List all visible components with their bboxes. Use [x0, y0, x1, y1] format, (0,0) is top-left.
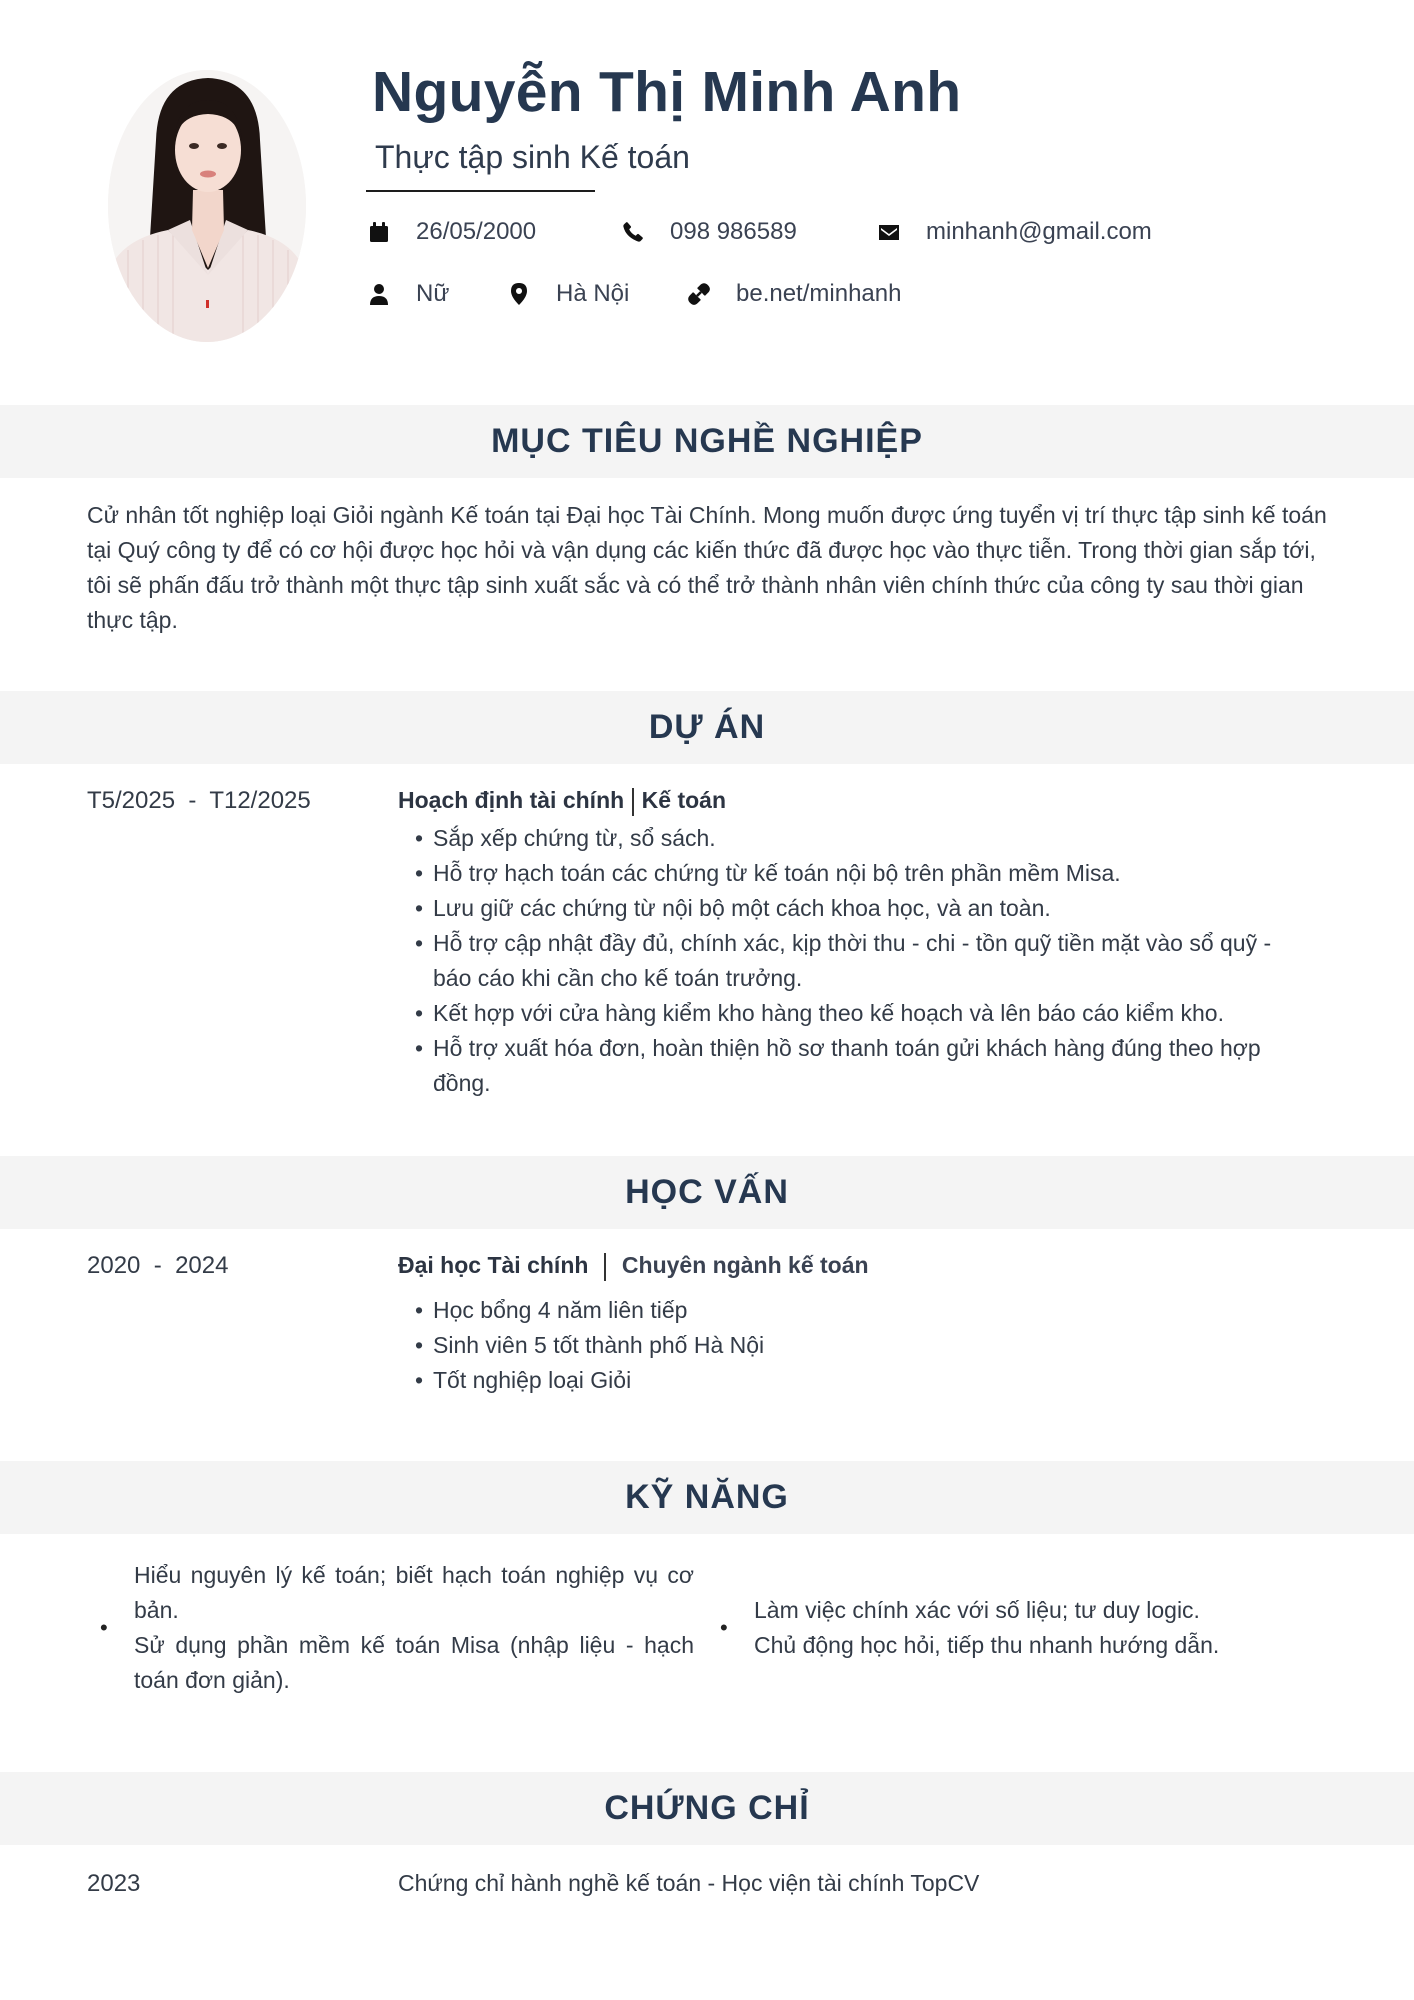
contact-birthday [366, 218, 536, 246]
contact-location [506, 280, 629, 308]
title-underline [366, 190, 595, 192]
calendar-icon [366, 219, 392, 245]
link-icon [686, 281, 712, 307]
contact-phone [620, 218, 797, 246]
location-value: Hà Nội [556, 280, 630, 307]
candidate-name: Nguyễn Thị Minh Anh [372, 60, 962, 124]
project-heading [398, 787, 726, 816]
section-header-skills [0, 1461, 1414, 1534]
website-value[interactable]: be.net/minhanh [736, 280, 902, 307]
list-item: • Hỗ trợ hạch toán các chứng từ kế toán nội bộ trên phần mềm Misa. [413, 856, 1313, 891]
section-title: MỤC TIÊU NGHỀ NGHIỆP [491, 422, 923, 460]
skill-item: Chủ động học hỏi, tiếp thu nhanh hướng dẫn. [754, 1632, 1220, 1658]
section-header-projects [0, 691, 1414, 764]
skills-column-2 [720, 1558, 1340, 1698]
section-title: CHỨNG CHỈ [604, 1789, 810, 1827]
list-item: • Tốt nghiệp loại Giỏi [413, 1363, 1313, 1398]
objective-text: Cử nhân tốt nghiệp loại Giỏi ngành Kế toán tại Đại học Tài Chính. Mong muốn được ứng tuyển vị trí thực tập sinh kế toán tại Quý công ty để có cơ hội được học hỏi và vận dụng các kiến thức đã được học vào thực tiễn. Trong thời gian sắp tới, tôi sẽ phấn đấu trở thành một thực tập sinh xuất sắc và có thể trở thành nhân viên chính thức của công ty sau thời gian thực tập. [87, 502, 1327, 633]
project-name: Hoạch định tài chính [398, 787, 625, 813]
list-item: • Sắp xếp chứng từ, sổ sách. [413, 821, 1313, 856]
list-item: • Hỗ trợ cập nhật đầy đủ, chính xác, kịp thời thu - chi - tồn quỹ tiền mặt vào sổ quỹ - báo cáo khi cần cho kế toán trưởng. [413, 926, 1313, 996]
profile-photo [108, 70, 306, 342]
date-separator: - [153, 1252, 162, 1279]
section-header-education [0, 1156, 1414, 1229]
divider [632, 788, 634, 816]
section-header-objective [0, 405, 1414, 478]
certificate-name: Chứng chỉ hành nghề kế toán - Học viện tài chính TopCV [398, 1870, 980, 1896]
skills-column-1 [100, 1558, 700, 1698]
section-title: HỌC VẤN [625, 1173, 789, 1211]
education-start: 2020 [87, 1252, 141, 1279]
section-title: DỰ ÁN [648, 708, 766, 746]
project-date [87, 787, 311, 815]
project-role: Kế toán [641, 787, 727, 813]
list-item: • Lưu giữ các chứng từ nội bộ một cách khoa học, và an toàn. [413, 891, 1313, 926]
skill-item: Hiểu nguyên lý kế toán; biết hạch toán nghiệp vụ cơ bản. [134, 1562, 694, 1623]
project-end: T12/2025 [209, 787, 311, 814]
gender-value: Nữ [416, 280, 450, 307]
list-item: • Hỗ trợ xuất hóa đơn, hoàn thiện hồ sơ thanh toán gửi khách hàng đúng theo hợp đồng. [413, 1031, 1313, 1101]
contact-gender [366, 280, 449, 308]
divider [604, 1253, 606, 1281]
list-item: • Sinh viên 5 tốt thành phố Hà Nội [413, 1328, 1313, 1363]
section-header-certificates [0, 1772, 1414, 1845]
education-bullets [413, 1293, 1313, 1398]
email-value[interactable]: minhanh@gmail.com [926, 218, 1152, 245]
skill-item: Sử dụng phần mềm kế toán Misa (nhập liệu - hạch toán đơn giản). [134, 1632, 694, 1693]
list-item: • Học bổng 4 năm liên tiếp [413, 1293, 1313, 1328]
project-bullets [413, 821, 1313, 1101]
date-separator: - [188, 787, 197, 814]
project-start: T5/2025 [87, 787, 176, 814]
school-name: Đại học Tài chính [398, 1252, 589, 1278]
education-date [87, 1252, 228, 1280]
major-name: Chuyên ngành kế toán [621, 1252, 869, 1278]
skill-item: Làm việc chính xác với số liệu; tư duy logic. [754, 1597, 1200, 1623]
list-item: • Kết hợp với cửa hàng kiểm kho hàng theo kế hoạch và lên báo cáo kiểm kho. [413, 996, 1313, 1031]
bullet: • [100, 1615, 108, 1640]
phone-value[interactable]: 098 986589 [670, 218, 797, 245]
section-title: KỸ NĂNG [625, 1478, 789, 1516]
skill-lines [754, 1593, 1219, 1663]
envelope-icon [876, 219, 902, 245]
portrait-image [108, 70, 306, 342]
map-pin-icon [506, 281, 532, 307]
skill-lines [134, 1558, 694, 1698]
birthday-value: 26/05/2000 [416, 218, 537, 245]
education-heading [398, 1252, 869, 1281]
phone-icon [620, 219, 646, 245]
user-icon [366, 281, 392, 307]
job-title: Thực tập sinh Kế toán [375, 139, 690, 175]
certificate-year: 2023 [87, 1870, 141, 1897]
education-end: 2024 [175, 1252, 229, 1279]
contact-email [876, 218, 1152, 246]
bullet: • [720, 1615, 728, 1640]
contact-website [686, 280, 901, 308]
